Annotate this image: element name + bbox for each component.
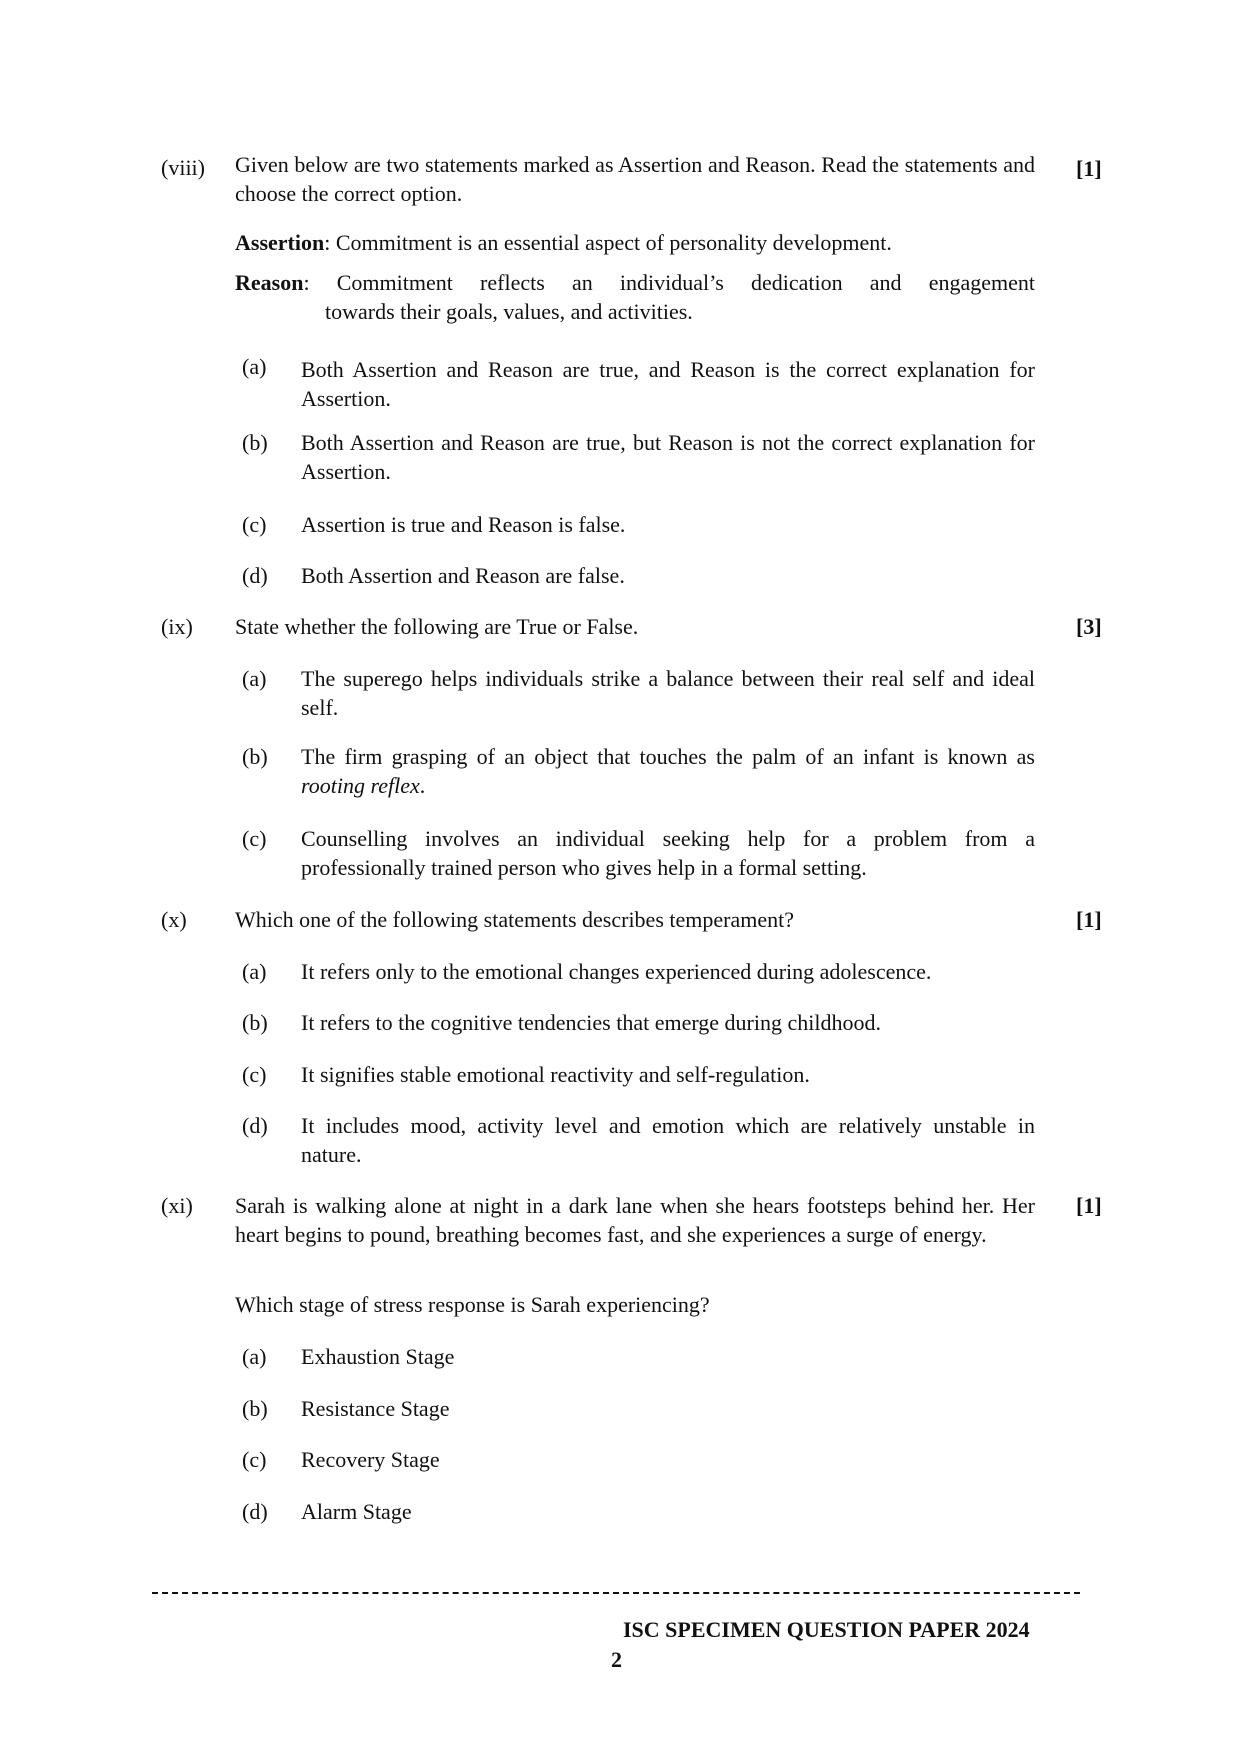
option-text: Alarm Stage	[301, 1499, 412, 1524]
option-text: Assertion is true and Reason is false.	[301, 512, 626, 537]
option-letter: (c)	[242, 1062, 267, 1087]
marks-x: [1]	[1076, 907, 1102, 932]
option-text-italic: rooting reflex	[301, 773, 420, 798]
option-text: Both Assertion and Reason are true, but Reason is not the correct explanation for Assertion.	[301, 430, 1035, 484]
option-text: The superego helps individuals strike a balance between their real self and ideal self.	[301, 666, 1035, 720]
option-letter: (c)	[242, 1447, 267, 1472]
reason-text-line1: : Commitment reflects an individual’s dedication and engagement	[303, 270, 1035, 295]
question-subprompt-xi: Which stage of stress response is Sarah experiencing?	[235, 1292, 710, 1317]
option-letter: (b)	[242, 1010, 268, 1035]
option-text: Resistance Stage	[301, 1396, 450, 1421]
option-letter: (d)	[242, 1499, 268, 1524]
page-number: 2	[611, 1647, 622, 1672]
question-number-ix: (ix)	[161, 614, 193, 639]
reason-statement	[235, 268, 1035, 297]
option-letter: (a)	[242, 354, 267, 379]
option-text: Both Assertion and Reason are true, and Reason is the correct explanation for Assertion.	[301, 357, 1035, 411]
footer-divider	[152, 1592, 1080, 1594]
option-letter: (b)	[242, 1396, 268, 1421]
option-text: It includes mood, activity level and emotion which are relatively unstable in nature.	[301, 1113, 1035, 1167]
assertion-label: Assertion	[235, 230, 325, 255]
question-number-x: (x)	[161, 907, 187, 932]
reason-label: Reason	[235, 270, 304, 295]
option-text: It refers only to the emotional changes experienced during adolescence.	[301, 959, 932, 984]
option-letter: (c)	[242, 512, 267, 537]
question-stem-x: Which one of the following statements describes temperament?	[235, 907, 794, 932]
option-text	[301, 742, 1035, 800]
question-stem-xi: Sarah is walking alone at night in a dark lane when she hears footsteps behind her. Her heart begins to pound, breathing becomes fast, and she experiences a surge of energy.	[235, 1193, 1035, 1247]
option-text-plain: The firm grasping of an object that touches the palm of an infant is known as	[301, 744, 1035, 769]
question-stem-ix: State whether the following are True or False.	[235, 614, 639, 639]
option-text: Recovery Stage	[301, 1447, 440, 1472]
option-letter: (b)	[242, 430, 268, 455]
question-number-viii: (viii)	[161, 155, 205, 180]
assertion-text: : Commitment is an essential aspect of personality development.	[324, 230, 892, 255]
reason-text-line2: towards their goals, values, and activities.	[325, 299, 693, 324]
option-letter: (d)	[242, 563, 268, 588]
option-letter: (b)	[242, 744, 268, 769]
option-text: It refers to the cognitive tendencies that emerge during childhood.	[301, 1010, 881, 1035]
option-letter: (c)	[242, 826, 267, 851]
option-text: It signifies stable emotional reactivity and self-regulation.	[301, 1062, 810, 1087]
marks-ix: [3]	[1076, 614, 1102, 639]
option-letter: (a)	[242, 1344, 267, 1369]
footer-title: ISC SPECIMEN QUESTION PAPER 2024	[623, 1617, 1030, 1642]
option-letter: (a)	[242, 959, 267, 984]
option-text: Both Assertion and Reason are false.	[301, 563, 625, 588]
question-number-xi: (xi)	[161, 1193, 193, 1218]
option-letter: (a)	[242, 666, 267, 691]
marks-xi: [1]	[1076, 1193, 1102, 1218]
option-letter: (d)	[242, 1113, 268, 1138]
marks-viii: [1]	[1076, 156, 1102, 181]
option-text: Exhaustion Stage	[301, 1344, 455, 1369]
question-stem-viii: Given below are two statements marked as Assertion and Reason. Read the statements and choose the correct option.	[235, 152, 1035, 206]
option-text-end: .	[419, 773, 426, 798]
option-text: Counselling involves an individual seeking help for a problem from a professionally trained person who gives help in a formal setting.	[301, 826, 1035, 880]
assertion-statement	[235, 228, 1035, 257]
